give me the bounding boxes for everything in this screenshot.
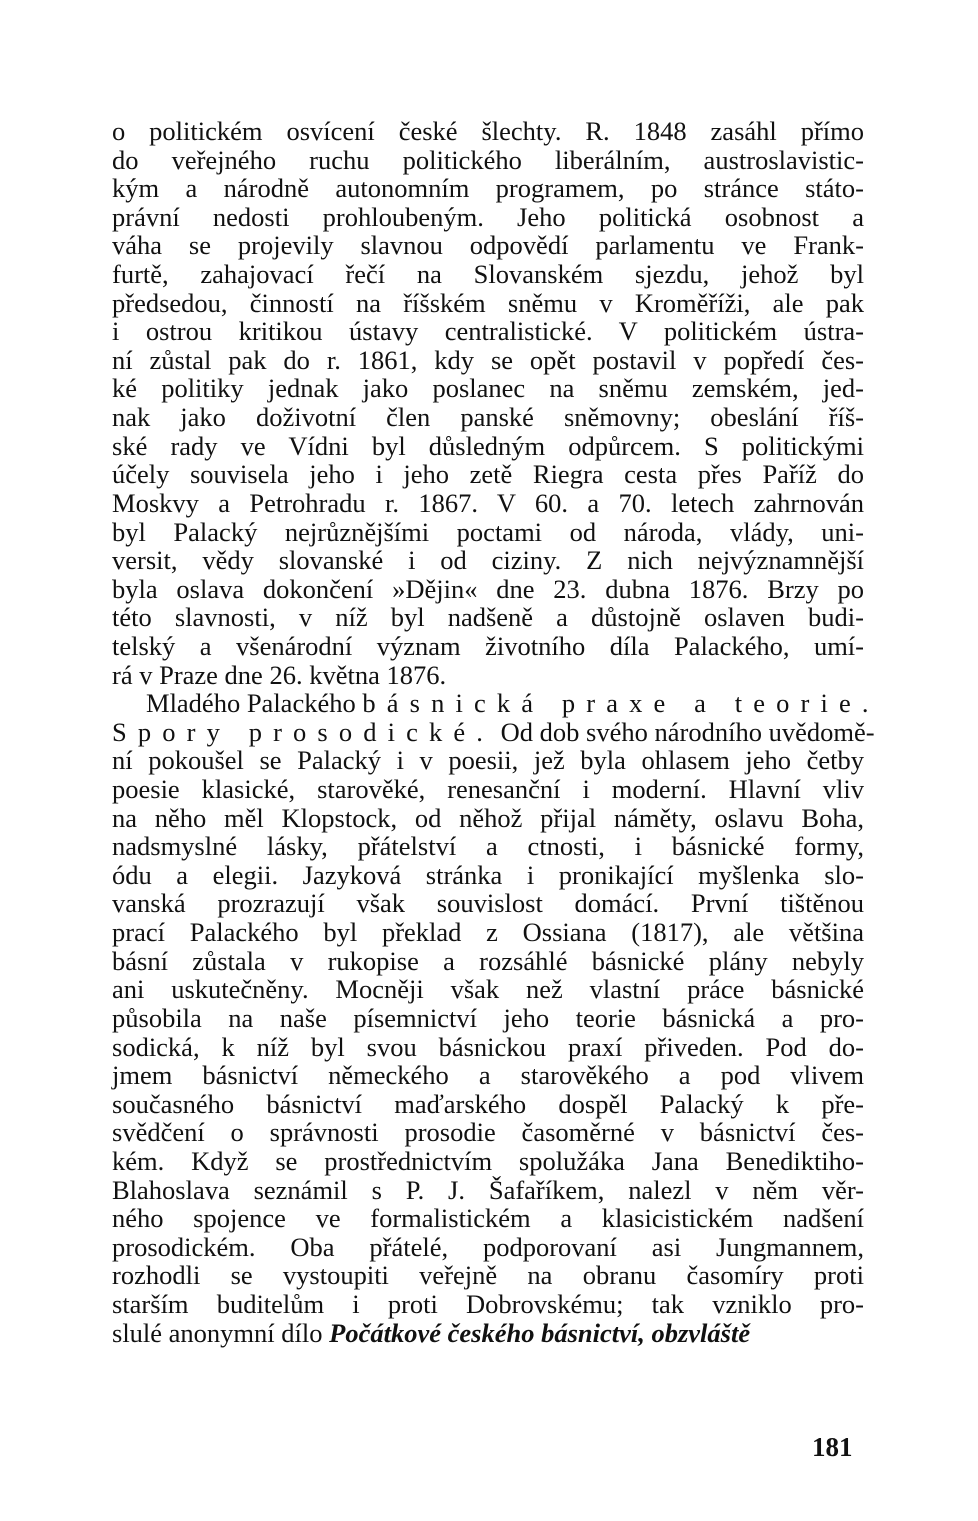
text-line: současného básnictví maďarského dospěl Palacký k pře- [112, 1088, 864, 1119]
text-line: ké politiky jednak jako poslanec na sněmu zemském, jed- [112, 373, 864, 404]
text-line: o politickém osvícení české šlechty. R. 1848 zasáhl přímo [112, 116, 864, 146]
text-line: působila na naše písemnictví jeho teorie básnická a pro- [112, 1002, 864, 1033]
text-line: rozhodli se vystoupiti veřejně na obranu časomíry proti [112, 1260, 864, 1291]
text-line [112, 1319, 864, 1348]
text-line: byl Palacký nejrůznějšími poctami od národa, vlády, uni- [112, 516, 864, 547]
text-line: vanská prozrazují však souvislost domácí. První tištěnou [112, 888, 864, 919]
text-run: Od dob svého národního uvědomě- [500, 716, 875, 747]
text-line: ní pokoušel se Palacký i v poesii, jež byla ohlasem jeho četby [112, 745, 864, 776]
text-line: telský a všenárodní význam životního díla Palackého, umí- [112, 630, 864, 661]
text-line: básní zůstala v rukopise a rozsáhlé básnické plány nebyly [112, 945, 864, 976]
text-line: účely souvisela jeho i jeho zetě Riegra cesta přes Paříž do [112, 459, 864, 490]
text-line: prací Palackého byl překlad z Ossiana (1817), ale většina [112, 917, 864, 948]
text-line: svědčení o správnosti prosodie časoměrné v básnictví čes- [112, 1117, 864, 1148]
text-line: váha se projevily slavnou odpovědí parlamentu ve Frank- [112, 230, 864, 261]
text-line: poesie klasické, starověké, renesanční i moderní. Hlavní vliv [112, 774, 864, 805]
text-line: nak jako doživotní člen panské sněmovny; obeslání říš- [112, 402, 864, 433]
spaced-heading-run: Spory prosodické. [112, 716, 495, 747]
italic-title-run: Počátkové českého básnictví, obzvláště [329, 1317, 751, 1348]
page-body [112, 116, 880, 1348]
text-line: kým a národně autonomním programem, po stránce státo- [112, 173, 864, 204]
text-line: prosodickém. Oba přátelé, podporovaní asi Jungmannem, [112, 1231, 864, 1262]
text-line: i ostrou kritikou ústavy centralistické. V politickém ústra- [112, 316, 864, 347]
spaced-heading-run: básnická praxe a teorie. [362, 688, 880, 719]
text-line: ské rady ve Vídni byl důsledným odpůrcem. S politickými [112, 430, 864, 461]
paragraph-biography [112, 117, 864, 689]
text-line: ódu a elegii. Jazyková stránka i pronikající myšlenka slo- [112, 859, 864, 890]
text-line: starším buditelům i proti Dobrovskému; tak vzniklo pro- [112, 1288, 864, 1319]
paragraph-poetics [112, 688, 880, 1348]
text-line: ného spojence ve formalistickém a klasicistickém nadšení [112, 1203, 864, 1234]
text-run: slulé anonymní dílo [112, 1317, 323, 1348]
text-line: právní nedosti prohloubeným. Jeho politická osobnost a [112, 201, 864, 232]
text-line: na něho měl Klopstock, od něhož přijal náměty, oslavu Boha, [112, 802, 864, 833]
text-run: Mladého Palackého [146, 688, 356, 719]
text-line [112, 688, 880, 719]
text-line: sodická, k níž byl svou básnickou praxí přiveden. Pod do- [112, 1031, 864, 1062]
text-line: nadsmyslné lásky, přátelství a ctnosti, i básnické formy, [112, 831, 864, 862]
text-line [112, 716, 875, 747]
text-line: byla oslava dokončení »Dějin« dne 23. dubna 1876. Brzy po [112, 573, 864, 604]
text-line: furtě, zahajovací řečí na Slovanském sjezdu, jehož byl [112, 259, 864, 290]
text-line: do veřejného ruchu politického liberálním, austroslavistic- [112, 144, 864, 175]
text-line: versit, vědy slovanské i od ciziny. Z nich nejvýznamnější [112, 545, 864, 576]
text-line: rá v Praze dne 26. května 1876. [112, 659, 447, 690]
page-number: 181 [812, 1432, 853, 1462]
text-line: předsedou, činností na říšském sněmu v Kroměříži, ale pak [112, 287, 864, 318]
text-line: Blahoslava seznámil s P. J. Šafaříkem, nalezl v něm věr- [112, 1174, 864, 1205]
text-line: kém. Když se prostřednictvím spolužáka Jana Benediktiho- [112, 1145, 864, 1176]
text-line: ani uskutečněny. Mocněji však než vlastní práce básnické [112, 974, 864, 1005]
text-line: této slavnosti, v níž byl nadšeně a důstojně oslaven budi- [112, 602, 864, 633]
paragraph-lines [112, 746, 864, 1318]
text-line: Moskvy a Petrohradu r. 1867. V 60. a 70. letech zahrnován [112, 487, 864, 518]
text-line: ní zůstal pak do r. 1861, kdy se opět postavil v popředí čes- [112, 344, 864, 375]
text-line: jmem básnictví německého a starověkého a pod vlivem [112, 1060, 864, 1091]
